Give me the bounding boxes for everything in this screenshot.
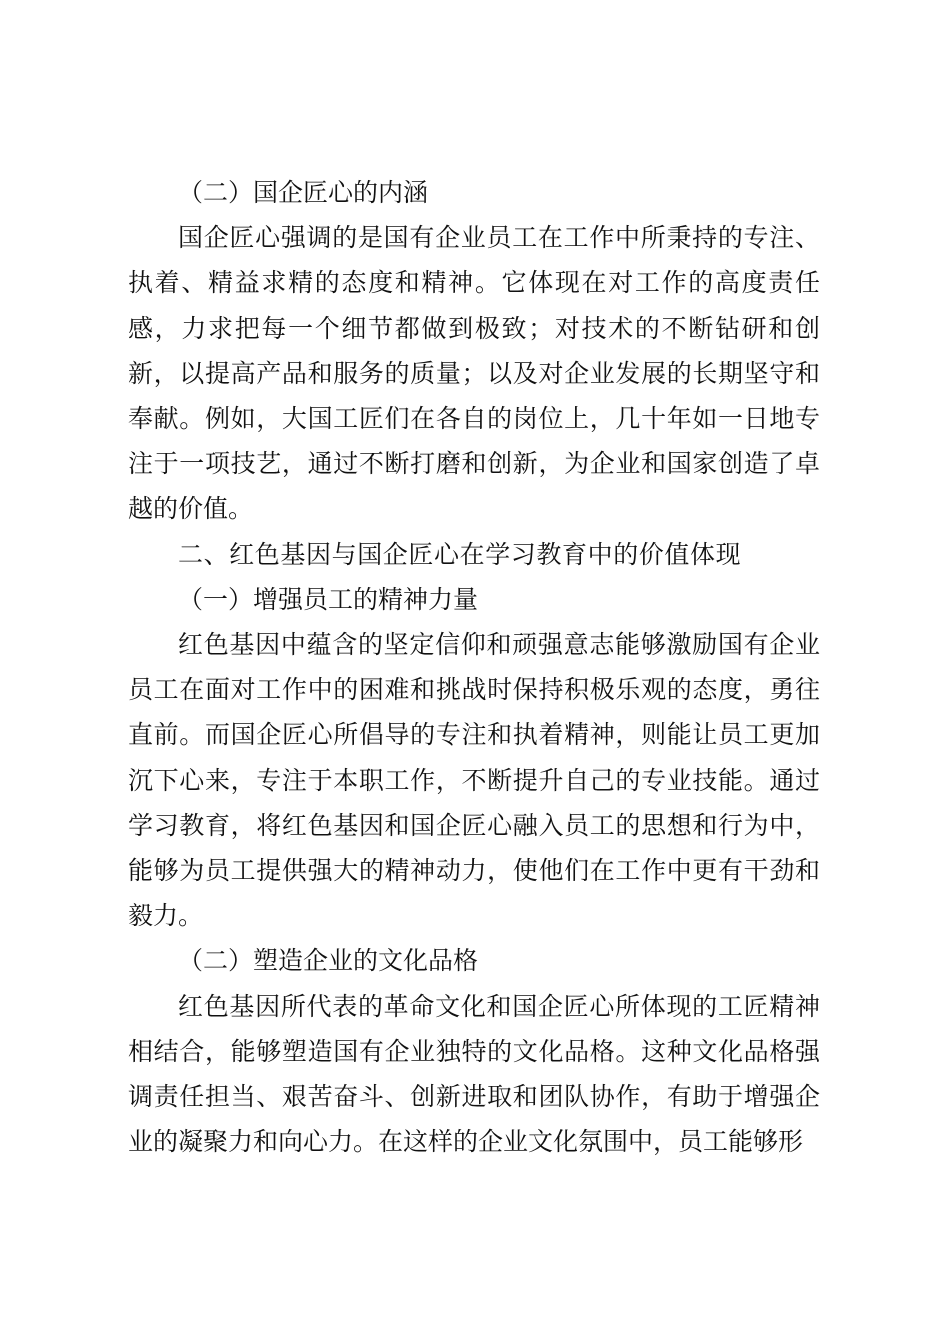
subheading-guoqi-jiangxin-neihan: （二）国企匠心的内涵 — [178, 178, 429, 207]
paragraph-culture-character: 红色基因所代表的革命文化和国企匠心所体现的工匠精神相结合，能够塑造国有企业独特的文化品格。这种文化品格强调责任担当、艰苦奋斗、创新进取和团队协作，有助于增强企业的凝聚力和向心力。在这样的企业文化氛围中，员工能够形 — [128, 991, 820, 1157]
document-body — [128, 170, 820, 1164]
paragraph-spirit-strength: 红色基因中蕴含的坚定信仰和顽强意志能够激励国有企业员工在面对工作中的困难和挑战时保持积极乐观的态度，勇往直前。而国企匠心所倡导的专注和执着精神，则能让员工更加沉下心来，专注于本职工作，不断提升自己的专业技能。通过学习教育，将红色基因和国企匠心融入员工的思想和行为中，能够为员工提供强大的精神动力，使他们在工作中更有干劲和毅力。 — [128, 630, 820, 931]
subheading-culture-character: （二）塑造企业的文化品格 — [178, 946, 479, 976]
section-heading-value: 二、红色基因与国企匠心在学习教育中的价值体现 — [178, 539, 742, 569]
paragraph-guoqi-jiangxin: 国企匠心强调的是国有企业员工在工作中所秉持的专注、执着、精益求精的态度和精神。它体现在对工作的高度责任感，力求把每一个细节都做到极致；对技术的不断钻研和创新，以提高产品和服务的质量；以及对企业发展的长期坚守和奉献。例如，大国工匠们在各自的岗位上，几十年如一日地专注于一项技艺，通过不断打磨和创新，为企业和国家创造了卓越的价值。 — [128, 223, 820, 524]
subheading-spirit-strength: （一）增强员工的精神力量 — [178, 584, 479, 614]
